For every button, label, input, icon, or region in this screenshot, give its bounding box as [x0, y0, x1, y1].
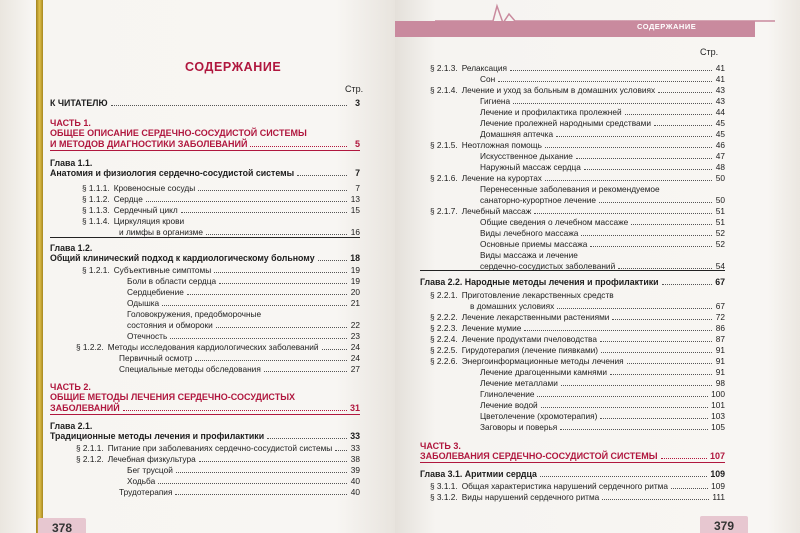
toc-entry — [82, 194, 360, 204]
entry-page: 3 — [355, 98, 360, 108]
entry-page: 50 — [715, 173, 725, 183]
entry-title: состояния и обмороки — [127, 320, 213, 330]
dot-leader — [219, 283, 347, 284]
entry-page: 52 — [715, 239, 725, 249]
toc-entry — [82, 205, 360, 215]
section-number: § 1.1.4. — [82, 216, 110, 226]
toc-entry — [480, 184, 725, 194]
entry-title: Гирудотерапия (лечение пиявками) — [461, 345, 599, 355]
entry-title: Общий клинический подход к кардиологическому больному — [50, 253, 315, 263]
toc-entry — [127, 320, 360, 330]
entry-page: 52 — [715, 228, 725, 238]
entry-title: Энергоинформационные методы лечения — [461, 356, 624, 366]
entry-title: Ходьба — [127, 476, 156, 486]
dot-leader — [198, 190, 347, 191]
header-band — [395, 21, 755, 37]
left-page — [0, 0, 395, 533]
dot-leader — [600, 341, 712, 342]
entry-title: Глинолечение — [480, 389, 535, 399]
entry-page: 41 — [715, 63, 725, 73]
toc-entry — [50, 253, 360, 263]
entry-title: ЗАБОЛЕВАНИЯ СЕРДЕЧНО-СОСУДИСТОЙ СИСТЕМЫ — [420, 451, 658, 461]
entry-title: Бег трусцой — [127, 465, 173, 475]
section-number: § 2.2.3. — [430, 323, 458, 333]
toc-entry — [119, 353, 360, 363]
entry-page: 16 — [350, 227, 360, 237]
section-number: § 3.1.1. — [430, 481, 458, 491]
entry-page: 44 — [715, 107, 725, 117]
section-number: § 2.1.3. — [430, 63, 458, 73]
entry-title: Трудотерапия — [119, 487, 173, 497]
toc-entry — [127, 331, 360, 341]
entry-page: 18 — [350, 253, 360, 263]
entry-title: Искусственное дыхание — [480, 151, 573, 161]
entry-page: 100 — [711, 389, 725, 399]
toc-entry — [76, 443, 360, 453]
dot-leader — [318, 260, 347, 261]
entry-title: Головокружения, предобморочные — [127, 309, 262, 319]
dot-leader — [584, 169, 712, 170]
dot-leader — [335, 450, 347, 451]
entry-title: Лечение лекарственными растениями — [461, 312, 610, 322]
entry-page: 101 — [711, 400, 725, 410]
toc-entry — [430, 334, 725, 344]
toc-entry — [480, 217, 725, 227]
toc-entry — [50, 243, 360, 253]
entry-page: 41 — [715, 74, 725, 84]
toc-entry — [480, 151, 725, 161]
toc-entry — [82, 265, 360, 275]
toc-entry — [119, 364, 360, 374]
toc-entry — [480, 118, 725, 128]
entry-title: и лимфы в организме — [119, 227, 203, 237]
section-number: § 2.2.6. — [430, 356, 458, 366]
toc-entry — [420, 441, 725, 451]
dot-leader — [158, 483, 347, 484]
toc-entry — [127, 298, 360, 308]
dot-leader — [162, 305, 347, 306]
dot-leader — [297, 175, 347, 176]
section-number: § 2.2.1. — [430, 290, 458, 300]
entry-title: Лечение металлами — [480, 378, 558, 388]
toc-entry — [480, 162, 725, 172]
entry-page: 31 — [349, 403, 360, 413]
toc-entry — [430, 492, 725, 502]
entry-page: 107 — [709, 451, 725, 461]
entry-page: 54 — [715, 261, 725, 271]
dot-leader — [264, 371, 347, 372]
dot-leader — [537, 396, 708, 397]
dot-leader — [170, 338, 347, 339]
entry-page: 40 — [350, 476, 360, 486]
toc-entry — [480, 378, 725, 388]
toc-entry — [480, 74, 725, 84]
entry-page: 38 — [350, 454, 360, 464]
dot-leader — [654, 125, 712, 126]
section-number: § 2.2.4. — [430, 334, 458, 344]
entry-page: 20 — [350, 287, 360, 297]
entry-page: 50 — [715, 195, 725, 205]
entry-page: 22 — [350, 320, 360, 330]
entry-title: Приготовление лекарственных средств — [461, 290, 614, 300]
section-number: § 1.1.3. — [82, 205, 110, 215]
entry-title: Кровеносные сосуды — [113, 183, 196, 193]
toc-entry — [82, 216, 360, 226]
dot-leader — [560, 429, 708, 430]
entry-title: Неотложная помощь — [461, 140, 542, 150]
entry-page: 67 — [715, 277, 725, 287]
dot-leader — [658, 92, 712, 93]
toc-entry — [82, 183, 360, 193]
toc-entry — [430, 312, 725, 322]
entry-title: Сердцебиение — [127, 287, 184, 297]
dot-leader — [524, 330, 712, 331]
toc-entry — [480, 195, 725, 205]
section-number: § 2.1.1. — [76, 443, 104, 453]
entry-title: Субъективные симптомы — [113, 265, 212, 275]
section-number: § 2.1.7. — [430, 206, 458, 216]
entry-title: Лечение на курортах — [461, 173, 542, 183]
dot-leader — [661, 458, 707, 459]
entry-page: 33 — [350, 431, 360, 441]
dot-leader — [513, 103, 712, 104]
toc-entry — [50, 98, 360, 108]
dot-leader — [540, 476, 707, 477]
entry-title: Специальные методы обследования — [119, 364, 261, 374]
entry-title: Лечебный массаж — [461, 206, 532, 216]
dot-leader — [625, 114, 712, 115]
entry-title: Лечение водой — [480, 400, 538, 410]
toc-entry — [127, 309, 360, 319]
entry-page: 98 — [715, 378, 725, 388]
section-number: § 2.1.5. — [430, 140, 458, 150]
toc-entry — [430, 345, 725, 355]
toc-entry — [480, 422, 725, 432]
entry-page: 24 — [350, 342, 360, 352]
entry-page: 45 — [715, 118, 725, 128]
toc-entry — [119, 487, 360, 497]
entry-title: Наружный массаж сердца — [480, 162, 581, 172]
entry-page: 103 — [711, 411, 725, 421]
toc-entry — [480, 261, 725, 271]
dot-leader — [498, 81, 712, 82]
entry-title: Сердечный цикл — [113, 205, 178, 215]
toc-entry — [430, 85, 725, 95]
entry-page: 91 — [715, 345, 725, 355]
entry-title: Лечение драгоценными камнями — [480, 367, 607, 377]
entry-page: 87 — [715, 334, 725, 344]
entry-title: Сон — [480, 74, 496, 84]
entry-title: Глава 1.2. — [50, 243, 93, 253]
entry-page: 86 — [715, 323, 725, 333]
dot-leader — [671, 488, 708, 489]
entry-title: Анатомия и физиология сердечно-сосудистой системы — [50, 168, 295, 178]
toc-entry — [50, 158, 360, 168]
entry-title: ЧАСТЬ 3. — [420, 441, 461, 451]
section-number: § 2.2.2. — [430, 312, 458, 322]
gold-ribbon — [36, 0, 43, 533]
dot-leader — [601, 352, 712, 353]
entry-title: Домашняя аптечка — [480, 129, 554, 139]
toc-entry — [50, 421, 360, 431]
toc-entry — [480, 250, 725, 260]
toc-entry — [470, 301, 725, 311]
entry-page: 51 — [715, 217, 725, 227]
toc-entry — [420, 469, 725, 479]
entry-title: Сердце — [113, 194, 143, 204]
toc-entry — [480, 239, 725, 249]
toc-entry — [76, 454, 360, 464]
dot-leader — [534, 213, 712, 214]
dot-leader — [216, 327, 347, 328]
dot-leader — [187, 294, 347, 295]
page-number: 378 — [38, 518, 86, 533]
entry-title: Глава 3.1. Аритмии сердца — [420, 469, 537, 479]
entry-title: ОБЩИЕ МЕТОДЫ ЛЕЧЕНИЯ СЕРДЕЧНО-СОСУДИСТЫХ — [50, 392, 296, 402]
entry-title: Виды нарушений сердечного ритма — [461, 492, 600, 502]
entry-title: ЧАСТЬ 2. — [50, 382, 91, 392]
entry-page: 47 — [715, 151, 725, 161]
toc-entry — [430, 206, 725, 216]
entry-title: Одышка — [127, 298, 160, 308]
dot-leader — [199, 461, 347, 462]
page-column-label: Стр. — [700, 47, 719, 57]
entry-title: Традиционные методы лечения и профилактики — [50, 431, 265, 441]
dot-leader — [590, 246, 712, 247]
dot-leader — [195, 360, 347, 361]
toc-entry — [480, 367, 725, 377]
entry-page: 13 — [350, 194, 360, 204]
dot-leader — [599, 202, 712, 203]
toc-entry — [430, 356, 725, 366]
toc-entry — [50, 392, 360, 402]
entry-page: 7 — [355, 183, 360, 193]
dot-leader — [600, 418, 708, 419]
toc-entry — [480, 228, 725, 238]
entry-page: 5 — [354, 139, 360, 149]
toc-entry — [430, 323, 725, 333]
entry-page: 19 — [350, 265, 360, 275]
entry-page: 109 — [710, 469, 725, 479]
entry-title: в домашних условиях — [470, 301, 555, 311]
dot-leader — [545, 180, 712, 181]
dot-leader — [322, 349, 348, 350]
dot-leader — [214, 272, 347, 273]
dot-leader — [612, 319, 712, 320]
page-number: 379 — [700, 516, 748, 533]
entry-page: 19 — [350, 276, 360, 286]
dot-leader — [510, 70, 712, 71]
toc-entry — [480, 400, 725, 410]
entry-title: ОБЩЕЕ ОПИСАНИЕ СЕРДЕЧНО-СОСУДИСТОЙ СИСТЕМЫ — [50, 128, 307, 138]
dot-leader — [662, 284, 712, 285]
entry-page: 39 — [350, 465, 360, 475]
entry-title: К ЧИТАТЕЛЮ — [50, 98, 108, 108]
section-number: § 2.1.6. — [430, 173, 458, 183]
dot-leader — [181, 212, 347, 213]
entry-page: 24 — [350, 353, 360, 363]
entry-page: 23 — [350, 331, 360, 341]
section-number: § 2.1.4. — [430, 85, 458, 95]
entry-title: Лечение продуктами пчеловодства — [461, 334, 597, 344]
entry-page: 7 — [355, 168, 360, 178]
page-column-label: Стр. — [345, 84, 364, 94]
toc-entry — [50, 431, 360, 441]
entry-title: Глава 1.1. — [50, 158, 93, 168]
dot-leader — [576, 158, 712, 159]
toc-entry — [119, 227, 360, 237]
entry-page: 27 — [350, 364, 360, 374]
dot-leader — [541, 407, 708, 408]
toc-entry — [420, 451, 725, 461]
dot-leader — [561, 385, 712, 386]
entry-page: 33 — [350, 443, 360, 453]
entry-title: Заговоры и поверья — [480, 422, 558, 432]
entry-page: 43 — [715, 96, 725, 106]
entry-title: Релаксация — [461, 63, 508, 73]
entry-page: 21 — [350, 298, 360, 308]
toc-entry — [127, 276, 360, 286]
entry-page: 105 — [711, 422, 725, 432]
toc-entry — [50, 382, 360, 392]
toc-entry — [430, 290, 725, 300]
entry-title: Виды массажа и лечение — [480, 250, 578, 260]
entry-title: сердечно-сосудистых заболеваний — [480, 261, 616, 271]
entry-page: 15 — [350, 205, 360, 215]
toc-entry — [480, 129, 725, 139]
toc-entry — [76, 342, 360, 352]
entry-title: Общие сведения о лечебном массаже — [480, 217, 629, 227]
toc-entry — [50, 128, 360, 138]
dot-leader — [111, 105, 347, 106]
entry-page: 48 — [715, 162, 725, 172]
section-number: § 1.2.1. — [82, 265, 110, 275]
dot-leader — [206, 234, 347, 235]
section-rule — [50, 414, 360, 415]
toc-entry — [430, 140, 725, 150]
toc-entry — [127, 287, 360, 297]
entry-page: 40 — [350, 487, 360, 497]
entry-title: Лечение и профилактика пролежней — [480, 107, 622, 117]
section-rule — [420, 462, 725, 463]
entry-page: 67 — [715, 301, 725, 311]
entry-title: Лечение пролежней народными средствами — [480, 118, 651, 128]
dot-leader — [618, 268, 712, 269]
toc-entry — [50, 403, 360, 413]
toc-entry — [480, 96, 725, 106]
dot-leader — [146, 201, 347, 202]
entry-title: Первичный осмотр — [119, 353, 193, 363]
dot-leader — [267, 438, 347, 439]
toc-entry — [430, 63, 725, 73]
toc-entry — [480, 389, 725, 399]
dot-leader — [123, 410, 347, 411]
dot-leader — [581, 235, 712, 236]
entry-title: Гигиена — [480, 96, 511, 106]
entry-title: Лечение мумие — [461, 323, 522, 333]
dot-leader — [175, 494, 347, 495]
entry-page: 72 — [715, 312, 725, 322]
toc-entry — [50, 118, 360, 128]
dot-leader — [250, 146, 347, 147]
entry-title: Методы исследования кардиологических заболеваний — [107, 342, 319, 352]
toc-entry — [127, 476, 360, 486]
toc-entry — [480, 107, 725, 117]
toc-entry — [127, 465, 360, 475]
entry-page: 109 — [711, 481, 725, 491]
section-number: § 2.2.5. — [430, 345, 458, 355]
entry-title: Виды лечебного массажа — [480, 228, 579, 238]
entry-page: 91 — [715, 367, 725, 377]
entry-title: ЧАСТЬ 1. — [50, 118, 91, 128]
dot-leader — [627, 363, 712, 364]
toc-entry — [50, 139, 360, 149]
toc-entry — [420, 277, 725, 287]
entry-page: 43 — [715, 85, 725, 95]
entry-title: Лечение и уход за больным в домашних условиях — [461, 85, 656, 95]
entry-title: Цветолечение (хромотерапия) — [480, 411, 598, 421]
section-number: § 1.2.2. — [76, 342, 104, 352]
entry-title: Циркуляция крови — [113, 216, 185, 226]
entry-title: Общая характеристика нарушений сердечного ритма — [461, 481, 668, 491]
entry-title: Отечность — [127, 331, 168, 341]
toc-entry — [430, 481, 725, 491]
running-header: СОДЕРЖАНИЕ — [637, 22, 697, 31]
dot-leader — [557, 308, 712, 309]
section-number: § 3.1.2. — [430, 492, 458, 502]
dot-leader — [176, 472, 347, 473]
entry-title: Глава 2.1. — [50, 421, 93, 431]
dot-leader — [545, 147, 712, 148]
entry-page: 111 — [712, 492, 725, 502]
entry-title: Перенесенные заболевания и рекомендуемое — [480, 184, 660, 194]
page-title: СОДЕРЖАНИЕ — [185, 60, 282, 74]
toc-entry — [50, 168, 360, 178]
entry-title: Боли в области сердца — [127, 276, 217, 286]
toc-entry — [480, 411, 725, 421]
right-page — [395, 0, 800, 533]
entry-title: Основные приемы массажа — [480, 239, 588, 249]
entry-title: ЗАБОЛЕВАНИЙ — [50, 403, 120, 413]
dot-leader — [631, 224, 712, 225]
section-rule — [50, 150, 360, 151]
entry-title: санаторно-курортное лечение — [480, 195, 596, 205]
toc-entry — [430, 173, 725, 183]
section-number: § 2.1.2. — [76, 454, 104, 464]
entry-page: 46 — [715, 140, 725, 150]
section-number: § 1.1.2. — [82, 194, 110, 204]
entry-page: 51 — [715, 206, 725, 216]
dot-leader — [610, 374, 712, 375]
entry-title: Глава 2.2. Народные методы лечения и профилактики — [420, 277, 659, 287]
entry-page: 91 — [715, 356, 725, 366]
entry-title: Лечебная физкультура — [107, 454, 196, 464]
section-number: § 1.1.1. — [82, 183, 110, 193]
entry-title: И МЕТОДОВ ДИАГНОСТИКИ ЗАБОЛЕВАНИЙ — [50, 139, 248, 149]
section-rule — [50, 237, 360, 238]
entry-page: 45 — [715, 129, 725, 139]
dot-leader — [556, 136, 712, 137]
dot-leader — [602, 499, 709, 500]
entry-title: Питание при заболеваниях сердечно-сосудистой системы — [107, 443, 333, 453]
